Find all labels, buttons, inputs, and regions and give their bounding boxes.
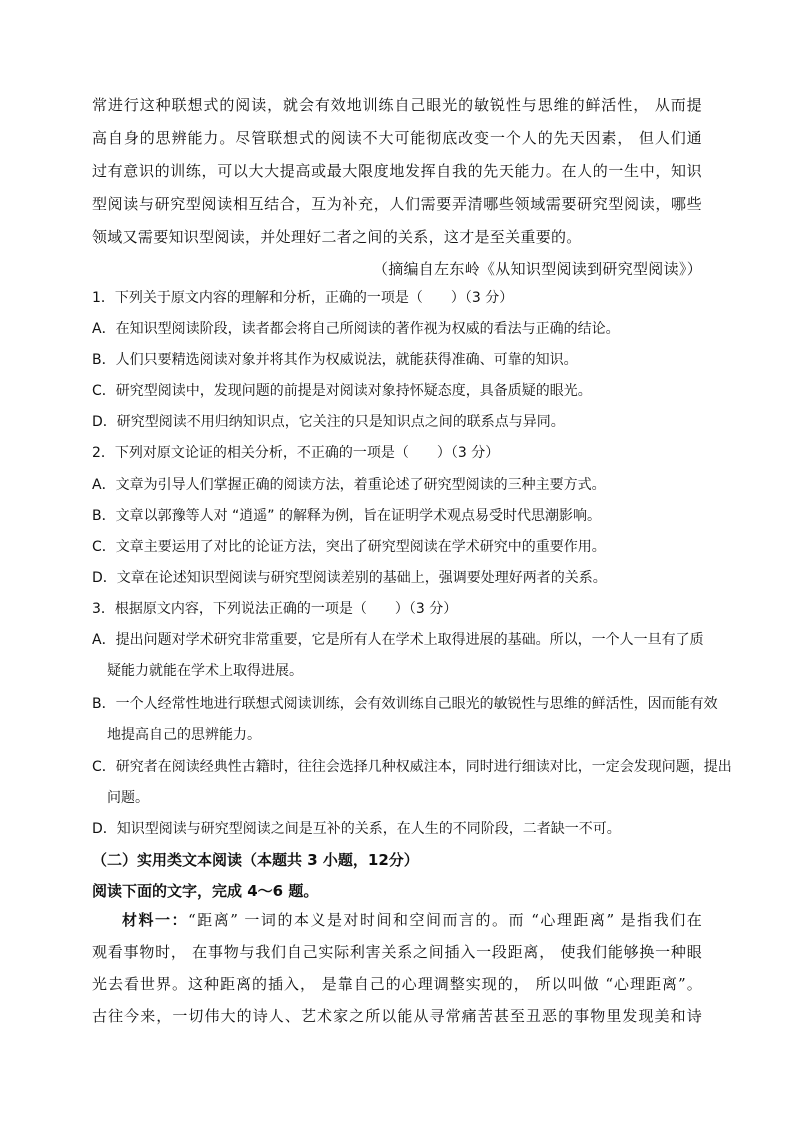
option-line: 疑能力就能在学术上取得进展。 bbox=[107, 663, 303, 679]
passage-line: 常进行这种联想式的阅读，就会有效地训练自己眼光的敏锐性与思维的鲜活性， 从而提 bbox=[92, 96, 702, 114]
material-1 bbox=[92, 904, 702, 1032]
question-2-option-a: A．文章为引导人们掌握正确的阅读方法，着重论述了研究型阅读的三种主要方式。 bbox=[92, 477, 606, 493]
question-2-option-b: B．文章以郭豫等人对 “逍遥” 的解释为例，旨在证明学术观点易受时代思潮影响。 bbox=[92, 508, 602, 524]
question-1-option-c: C．研究型阅读中，发现问题的前提是对阅读对象持怀疑态度，具备质疑的眼光。 bbox=[92, 383, 592, 399]
question-2-option-c: C．文章主要运用了对比的论证方法，突出了研究型阅读在学术研究中的重要作用。 bbox=[92, 539, 606, 555]
material-text: “距离” 一词的本义是对时间和空间而言的。而 “心理距离” 是指我们在 bbox=[188, 911, 702, 929]
question-1-option-d: D．研究型阅读不用归纳知识点，它关注的只是知识点之间的联系点与异同。 bbox=[92, 414, 565, 430]
question-1-option-a: A．在知识型阅读阶段，读者都会将自己所阅读的著作视为权威的看法与正确的结论。 bbox=[92, 321, 620, 337]
passage-line: 过有意识的训练，可以大大提高或最大限度地发挥自我的先天能力。在人的一生中，知识 bbox=[92, 162, 702, 180]
passage-continuation bbox=[92, 89, 702, 254]
question-3-option-b bbox=[92, 693, 718, 715]
material-label: 材料一： bbox=[122, 911, 189, 929]
passage-line: 高自身的思辨能力。尽管联想式的阅读不大可能彻底改变一个人的先天因素， 但人们通 bbox=[92, 129, 702, 147]
section-instruction: 阅读下面的文字，完成 4～6 题。 bbox=[92, 882, 319, 900]
question-3-option-c-cont bbox=[92, 787, 704, 809]
passage-source: （摘编自左东岭《从知识型阅读到研究型阅读》） bbox=[372, 260, 702, 278]
material-line: 光去看世界。这种距离的插入， 是靠自己的心理调整实现的， 所以叫做 “心理距离”。 bbox=[92, 975, 702, 993]
question-3-option-b-cont bbox=[92, 724, 704, 746]
question-1-stem: 1．下列关于原文内容的理解和分析，正确的一项是（ ）（3 分） bbox=[92, 290, 514, 306]
question-3-option-c bbox=[92, 756, 732, 778]
section-heading: （二）实用类文本阅读（本题共 3 小题，12分） bbox=[92, 851, 419, 869]
option-line: 问题。 bbox=[107, 790, 149, 806]
option-line: B．一个人经常性地进行联想式阅读训练，会有效训练自己眼光的敏锐性与思维的鲜活性，因而能有效 bbox=[92, 696, 718, 712]
question-3-option-a-cont bbox=[92, 660, 704, 682]
option-line: C．研究者在阅读经典性古籍时，往往会选择几种权威注本，同时进行细读对比，一定会发现问题，提出 bbox=[92, 759, 732, 775]
material-line: 观看事物时， 在事物与我们自己实际利害关系之间插入一段距离， 使我们能够换一种眼 bbox=[92, 943, 702, 961]
option-line: 地提高自己的思辨能力。 bbox=[107, 727, 261, 743]
question-3-option-d: D．知识型阅读与研究型阅读之间是互补的关系，在人生的不同阶段，二者缺一不可。 bbox=[92, 821, 621, 837]
question-3-option-a bbox=[92, 629, 704, 651]
passage-line: 领域又需要知识型阅读，并处理好二者之间的关系，这才是至关重要的。 bbox=[92, 228, 582, 246]
question-1-option-b: B．人们只要精选阅读对象并将其作为权威说法，就能获得准确、可靠的知识。 bbox=[92, 352, 578, 368]
option-line: A．提出问题对学术研究非常重要，它是所有人在学术上取得进展的基础。所以，一个人一旦有了质 bbox=[92, 632, 704, 648]
question-2-stem: 2．下列对原文论证的相关分析，不正确的一项是（ ）（3 分） bbox=[92, 445, 500, 461]
passage-line: 型阅读与研究型阅读相互结合，互为补充，人们需要弄清哪些领域需要研究型阅读，哪些 bbox=[92, 195, 702, 213]
question-3-stem: 3．根据原文内容，下列说法正确的一项是（ ）（3 分） bbox=[92, 601, 458, 617]
question-2-option-d: D．文章在论述知识型阅读与研究型阅读差别的基础上，强调要处理好两者的关系。 bbox=[92, 570, 607, 586]
material-line bbox=[92, 904, 702, 936]
material-line: 古往今来，一切伟大的诗人、艺术家之所以能从寻常痛苦甚至丑恶的事物里发现美和诗 bbox=[92, 1007, 702, 1025]
